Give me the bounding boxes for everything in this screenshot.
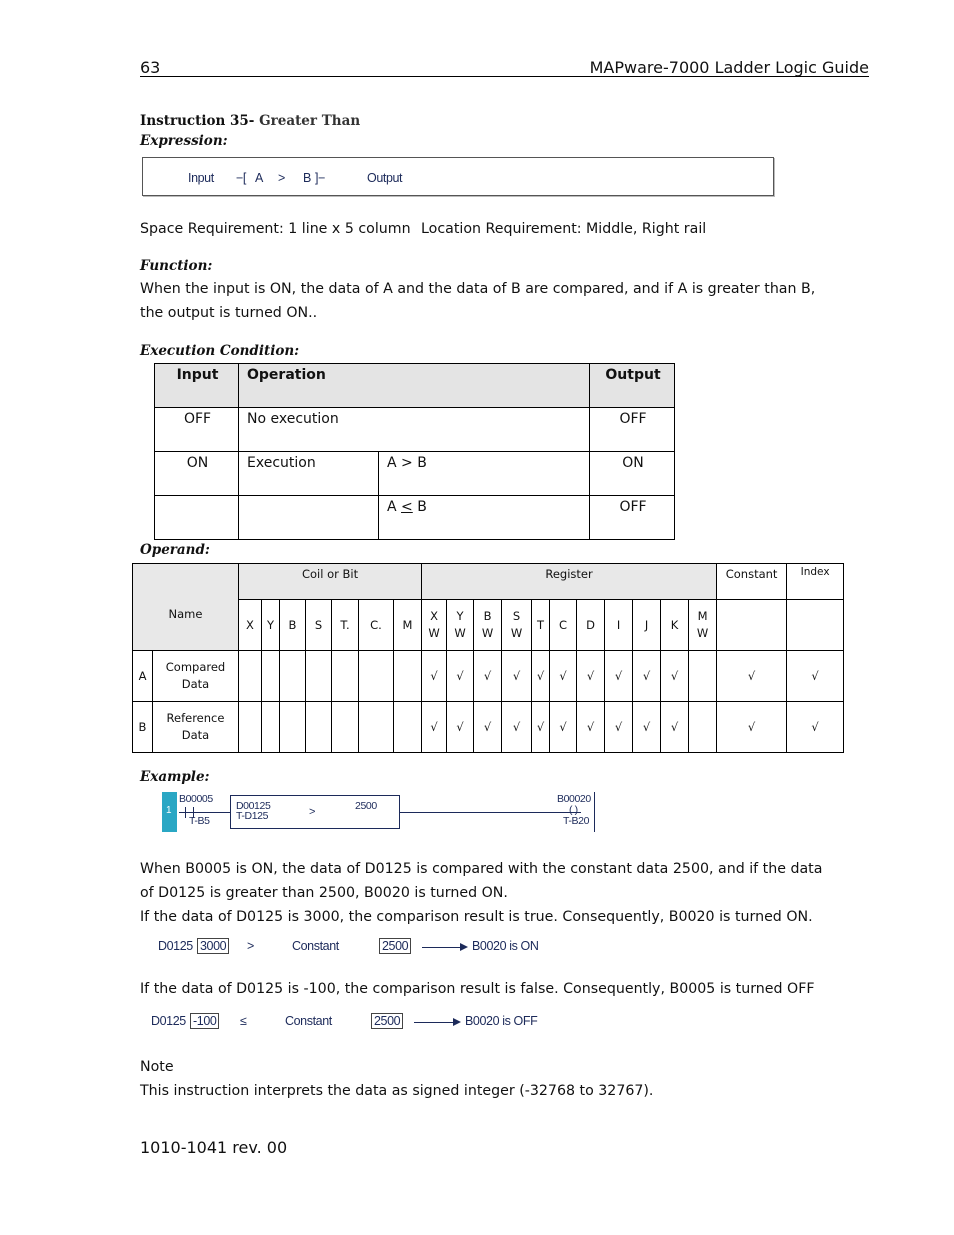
function-line-1: When the input is ON, the data of A and the data of B are compared, and if A is greater than B, [140, 281, 816, 297]
case-true-value: 3000 [197, 938, 229, 954]
operand-row-name [153, 651, 239, 702]
execution-cell-input [155, 496, 239, 540]
example-para-1-line-1: When B0005 is ON, the data of D0125 is compared with the constant data 2500, and if the data [140, 861, 823, 877]
function-heading: Function: [140, 258, 213, 274]
instruction-title [140, 113, 360, 129]
rung-wire-1 [205, 812, 230, 813]
case-false-constant: 2500 [371, 1013, 403, 1029]
check-mark: √ [661, 702, 689, 753]
check-mark: √ [605, 651, 633, 702]
arrow-line [414, 1022, 455, 1023]
location-requirement: Location Requirement: Middle, Right rail [421, 221, 707, 237]
operand-col-mw [689, 600, 717, 651]
execution-cell-operation [239, 496, 379, 540]
condition-prefix: A [387, 499, 402, 515]
col-bottom: W [481, 626, 494, 640]
contact-bar-left [185, 807, 186, 818]
col-top: B [483, 609, 492, 623]
name-line-1: Compared [165, 660, 226, 674]
expression-b: B [303, 171, 311, 185]
execution-cell-operation: No execution [239, 408, 590, 452]
condition-symbol: < [401, 499, 413, 515]
coil-tag: T-B20 [563, 815, 590, 827]
execution-table [154, 363, 675, 540]
expression-a: A [255, 171, 263, 185]
name-line-1: Reference [166, 711, 225, 725]
name-line-2: Data [181, 677, 210, 691]
case-false-value: -100 [190, 1013, 219, 1029]
arrow-right-icon [460, 943, 468, 951]
operand-row-id: A [133, 651, 153, 702]
table-row [133, 702, 844, 753]
operand-col-c: C. [359, 600, 394, 651]
case-false-register: D0125 [151, 1014, 186, 1028]
operand-col-k: K [661, 600, 689, 651]
operand-group-coil: Coil or Bit [239, 564, 422, 600]
col-bottom: W [696, 626, 709, 640]
function-line-2: the output is turned ON.. [140, 305, 318, 321]
case-true-constant-label: Constant [292, 939, 339, 953]
table-row [155, 452, 675, 496]
compare-operator: > [309, 806, 316, 818]
check-mark: √ [422, 651, 447, 702]
right-rail [594, 792, 595, 832]
case-false-operator: ≤ [240, 1014, 247, 1028]
execution-header-input: Input [155, 364, 239, 408]
check-mark: √ [605, 702, 633, 753]
case-true-constant: 2500 [379, 938, 411, 954]
execution-heading: Execution Condition: [140, 343, 300, 359]
operand-col-constant [717, 600, 787, 651]
operand-col-m: M [394, 600, 422, 651]
execution-cell-condition [379, 496, 590, 540]
execution-cell-input: OFF [155, 408, 239, 452]
case-true-diagram [158, 938, 558, 958]
execution-cell-operation: Execution [239, 452, 379, 496]
operand-heading: Operand: [140, 542, 210, 558]
operand-group-row [133, 564, 844, 600]
expression-heading: Expression: [140, 133, 228, 149]
space-requirement: Space Requirement: 1 line x 5 column [140, 221, 411, 237]
operand-col-x: X [239, 600, 262, 651]
arrow-line [422, 947, 462, 948]
rung-number: 1 [166, 805, 172, 816]
operand-column-row [133, 600, 844, 651]
execution-header-operation: Operation [239, 364, 590, 408]
execution-cell-input: ON [155, 452, 239, 496]
operand-col-c-reg: C [550, 600, 577, 651]
check-mark: √ [633, 702, 661, 753]
coil-symbol: ( ) [569, 804, 578, 816]
check-mark: √ [717, 651, 787, 702]
check-mark: √ [474, 702, 502, 753]
table-row [155, 496, 675, 540]
operand-group-constant: Constant [717, 564, 787, 600]
check-mark: √ [717, 702, 787, 753]
note-heading: Note [140, 1059, 174, 1075]
execution-header-row [155, 364, 675, 408]
contact-address: B00005 [179, 793, 213, 805]
col-bottom: W [428, 626, 440, 640]
expression-input: Input [188, 171, 214, 185]
check-mark: √ [661, 651, 689, 702]
check-mark: √ [633, 651, 661, 702]
operand-col-sw [502, 600, 532, 651]
col-top: Y [456, 609, 464, 623]
operand-col-s: S [306, 600, 332, 651]
col-top: S [512, 609, 521, 623]
check-mark: √ [577, 702, 605, 753]
header-rule [140, 76, 869, 77]
operand-group-index: Index [787, 564, 844, 600]
operand-col-xw [422, 600, 447, 651]
check-mark: √ [532, 651, 550, 702]
contact-line [179, 812, 205, 813]
compare-block [230, 795, 400, 829]
example-para-2: If the data of D0125 is 3000, the comparison result is true. Consequently, B0020 is turned ON. [140, 909, 813, 925]
check-mark: √ [550, 702, 577, 753]
operand-col-y: Y [262, 600, 280, 651]
check-mark: √ [447, 702, 474, 753]
check-mark: √ [577, 651, 605, 702]
expression-box [142, 157, 774, 196]
check-mark: √ [787, 702, 844, 753]
operand-a: D00125 [236, 800, 271, 812]
expression-close-bracket: ]− [315, 171, 325, 185]
operand-b: 2500 [355, 800, 377, 812]
operand-col-t: T. [332, 600, 359, 651]
case-true-result: B0020 is ON [472, 939, 539, 953]
operand-name-header: Name [133, 564, 239, 651]
execution-header-output: Output [590, 364, 675, 408]
check-mark: √ [447, 651, 474, 702]
expression-output: Output [367, 171, 403, 185]
execution-cell-output: OFF [590, 408, 675, 452]
operand-col-bw [474, 600, 502, 651]
operand-group-register: Register [422, 564, 717, 600]
check-mark: √ [502, 702, 532, 753]
arrow-right-icon [453, 1018, 461, 1026]
operand-col-t-reg: T [532, 600, 550, 651]
check-mark: √ [532, 702, 550, 753]
execution-cell-output: OFF [590, 496, 675, 540]
table-row [133, 651, 844, 702]
document-title: MAPware-7000 Ladder Logic Guide [589, 58, 869, 77]
rung-wire-2 [399, 812, 581, 813]
operand-row-id: B [133, 702, 153, 753]
expression-open-bracket: −[ [236, 171, 246, 185]
check-mark: √ [502, 651, 532, 702]
check-mark: √ [787, 651, 844, 702]
name-line-2: Data [181, 728, 210, 742]
condition-suffix: B [412, 499, 427, 515]
check-mark: √ [550, 651, 577, 702]
instruction-name: Greater Than [259, 113, 361, 129]
example-para-3: If the data of D0125 is -100, the comparison result is false. Consequently, B0005 is turned OFF [140, 981, 815, 997]
col-top: M [697, 609, 708, 623]
case-false-diagram [151, 1013, 551, 1033]
operand-row-name [153, 702, 239, 753]
expression-operator: > [278, 171, 285, 185]
note-text: This instruction interprets the data as signed integer (-32768 to 32767). [140, 1083, 654, 1099]
col-bottom: W [510, 626, 523, 640]
contact-tag: T-B5 [189, 815, 210, 827]
footer-doc-number: 1010-1041 rev. 00 [140, 1138, 288, 1157]
operand-col-d: D [577, 600, 605, 651]
instruction-label: Instruction 35- [140, 113, 255, 129]
operand-col-b: B [280, 600, 306, 651]
operand-col-j: J [633, 600, 661, 651]
case-false-constant-label: Constant [285, 1014, 332, 1028]
operand-col-i: I [605, 600, 633, 651]
ladder-diagram [162, 792, 598, 832]
case-false-result: B0020 is OFF [465, 1014, 538, 1028]
operand-col-index [787, 600, 844, 651]
operand-col-yw [447, 600, 474, 651]
check-mark: √ [422, 702, 447, 753]
page-number: 63 [140, 58, 161, 77]
case-true-operator: > [247, 939, 254, 953]
execution-cell-condition: A > B [379, 452, 590, 496]
example-para-1-line-2: of D0125 is greater than 2500, B0020 is turned ON. [140, 885, 508, 901]
table-row [155, 408, 675, 452]
col-top: X [430, 609, 438, 623]
coil-address: B00020 [557, 793, 591, 805]
col-bottom: W [454, 626, 466, 640]
execution-cell-output: ON [590, 452, 675, 496]
example-heading: Example: [140, 769, 210, 785]
check-mark: √ [474, 651, 502, 702]
operand-table [132, 563, 844, 753]
case-true-register: D0125 [158, 939, 193, 953]
operand-a-tag: T-D125 [236, 810, 269, 822]
